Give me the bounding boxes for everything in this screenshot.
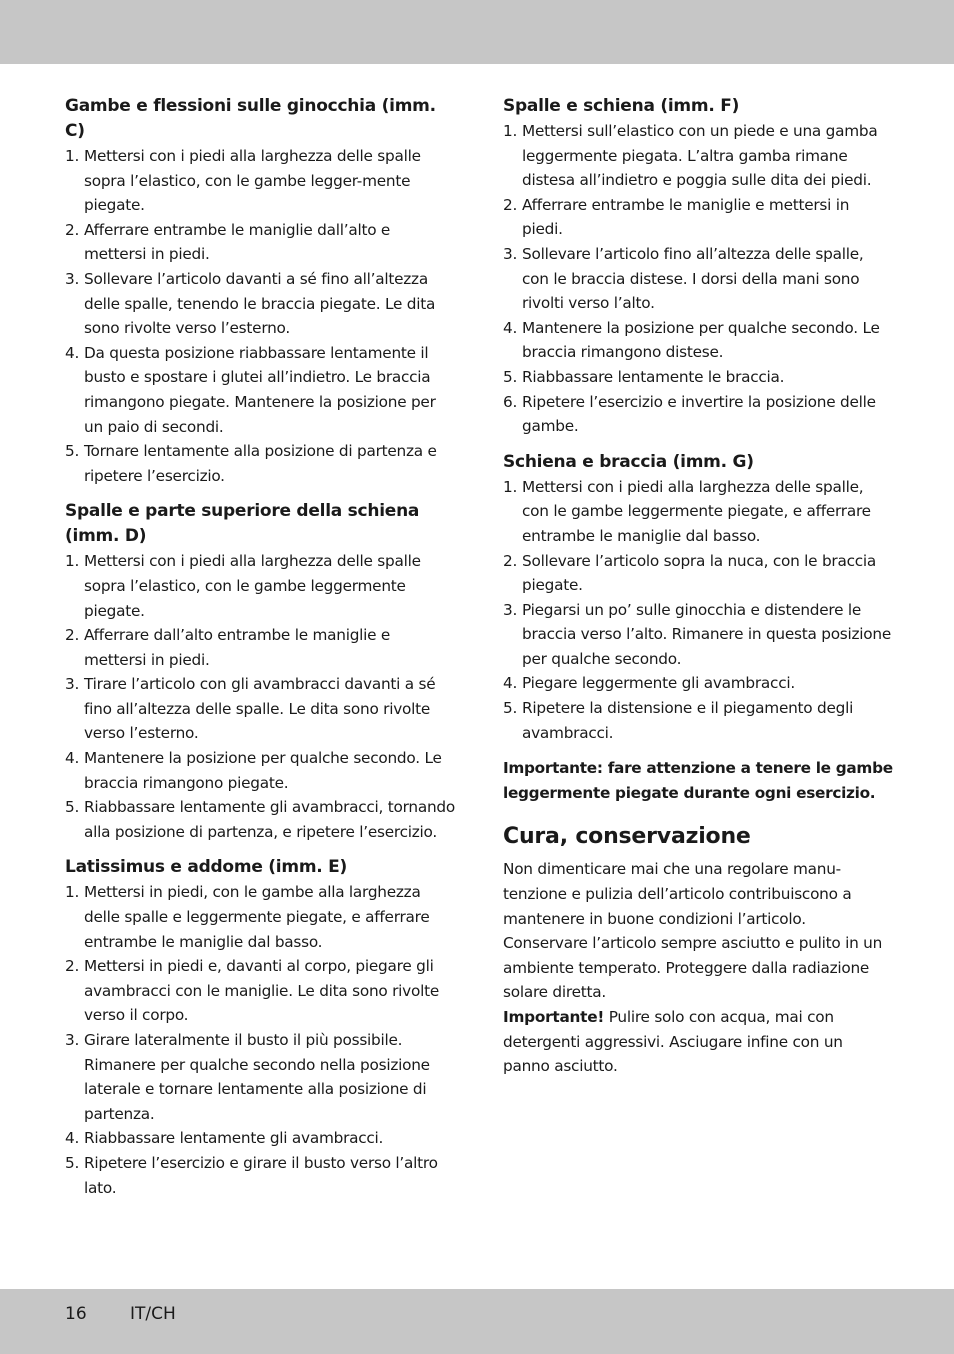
- step-item: 6. Ripetere l’esercizio e invertire la posizione delle gambe.: [503, 392, 876, 436]
- section-schiena-braccia: [503, 450, 893, 746]
- step-item: 2. Afferrare entrambe le maniglie e mettersi in piedi.: [503, 195, 850, 239]
- care-important-label: Importante!: [503, 1008, 605, 1026]
- step-item: 2. Afferrare entrambe le maniglie dall’alto e mettersi in piedi.: [65, 220, 391, 264]
- care-title: Cura, conservazione: [503, 824, 751, 850]
- step-item: 2. Afferrare dall’alto entrambe le maniglie e mettersi in piedi.: [65, 626, 391, 669]
- locale-label: IT/CH: [130, 1304, 176, 1324]
- care-important-text: Pulire solo con acqua, mai con detergenti aggressivi. Asciugare infine con un panno asciutto.: [503, 1008, 843, 1076]
- step-item: 3. Sollevare l’articolo davanti a sé fino all’altezza delle spalle, tenendo le braccia piegate. Le dita sono rivolte verso l’esterno.: [65, 269, 436, 338]
- section-heading: Gambe e flessioni sulle ginocchia (imm. C): [65, 96, 436, 141]
- section-heading: Schiena e braccia (imm. G): [503, 451, 754, 472]
- step-item: 3. Piegarsi un po’ sulle ginocchia e distendere le braccia verso l’alto. Rimanere in questa posizione per qualche secondo.: [503, 600, 892, 668]
- step-item: 4. Riabbassare lentamente gli avambracci.: [65, 1129, 384, 1148]
- section-gambe: [65, 94, 455, 488]
- step-item: 5. Tornare lentamente alla posizione di partenza e ripetere l’esercizio.: [65, 442, 437, 485]
- step-item: 1. Mettersi con i piedi alla larghezza delle spalle sopra l’elastico, con le gambe leggermente piegate.: [65, 552, 421, 620]
- step-item: 5. Ripetere l’esercizio e girare il busto verso l’altro lato.: [65, 1153, 438, 1197]
- step-item: 5. Ripetere la distensione e il piegamento degli avambracci.: [503, 699, 854, 742]
- step-item: 5. Riabbassare lentamente le braccia.: [503, 367, 785, 386]
- section-heading: Spalle e schiena (imm. F): [503, 96, 740, 116]
- section-heading: Spalle e parte superiore della schiena (imm. D): [65, 501, 420, 547]
- step-item: 2. Mettersi in piedi e, davanti al corpo, piegare gli avambracci con le maniglie. Le dita sono rivolte verso il corpo.: [65, 957, 439, 1025]
- step-item: 1. Mettersi in piedi, con le gambe alla larghezza delle spalle e leggermente piegate, e afferrare entrambe le maniglie dal basso.: [65, 883, 430, 951]
- step-item: 4. Mantenere la posizione per qualche secondo. Le braccia rimangono piegate.: [65, 749, 442, 792]
- section-spalle-parte-superiore: [65, 499, 455, 844]
- step-item: 5. Riabbassare lentamente gli avambracci, tornando alla posizione di partenza, e ripetere l’esercizio.: [65, 798, 455, 841]
- step-item: 1. Mettersi con i piedi alla larghezza delle spalle, con le gambe leggermente piegate, e afferrare entrambe le maniglie dal basso.: [503, 477, 871, 545]
- step-item: 4. Piegare leggermente gli avambracci.: [503, 674, 795, 693]
- step-item: 4. Da questa posizione riabbassare lentamente il busto e spostare i glutei all’indietro. Le braccia rimangono piegate. Mantenere la posizione per un paio di secondi.: [65, 343, 436, 436]
- step-list: [65, 880, 455, 1200]
- step-list: [65, 144, 455, 488]
- section-heading: Latissimus e addome (imm. E): [65, 857, 348, 878]
- step-item: 3. Girare lateralmente il busto il più possibile. Rimanere per qualche secondo nella posizione laterale e tornare lentamente alla posizione di partenza.: [65, 1031, 430, 1123]
- important-note: Importante: fare attenzione a tenere le gambe leggermente piegate durante ogni esercizio.: [503, 759, 893, 802]
- section-spalle-schiena: [503, 94, 893, 439]
- step-item: 3. Tirare l’articolo con gli avambracci davanti a sé fino all’altezza delle spalle. Le dita sono rivolte verso l’esterno.: [65, 675, 436, 743]
- section-latissimus: [65, 855, 455, 1200]
- step-list: [503, 475, 893, 746]
- step-item: 1. Mettersi con i piedi alla larghezza delle spalle sopra l’elastico, con le gambe legger-mente piegate.: [65, 147, 421, 215]
- step-list: [65, 549, 455, 844]
- step-list: [503, 119, 893, 439]
- page-number: 16: [65, 1304, 87, 1324]
- left-column: [65, 94, 455, 1211]
- care-text: Non dimenticare mai che una regolare manu-tenzione e pulizia dell’articolo contribuiscono a mantenere in buone condizioni l’articolo. Conservare l’articolo sempre asciutto e pulito in un ambiente temperato. Proteggere dalla radiazione solare diretta.: [503, 860, 883, 1002]
- care-important: [503, 1005, 893, 1079]
- step-item: 1. Mettersi sull’elastico con un piede e una gamba leggermente piegata. L’altra gamba rimane distesa all’indietro e poggia sulle dita dei piedi.: [503, 122, 878, 190]
- header-bar: [0, 0, 954, 64]
- step-item: 4. Mantenere la posizione per qualche secondo. Le braccia rimangono distese.: [503, 318, 880, 362]
- right-column: [503, 94, 893, 1079]
- step-item: 2. Sollevare l’articolo sopra la nuca, con le braccia piegate.: [503, 551, 877, 595]
- step-item: 3. Sollevare l’articolo fino all’altezza delle spalle, con le braccia distese. I dorsi della mani sono rivolti verso l’alto.: [503, 244, 864, 313]
